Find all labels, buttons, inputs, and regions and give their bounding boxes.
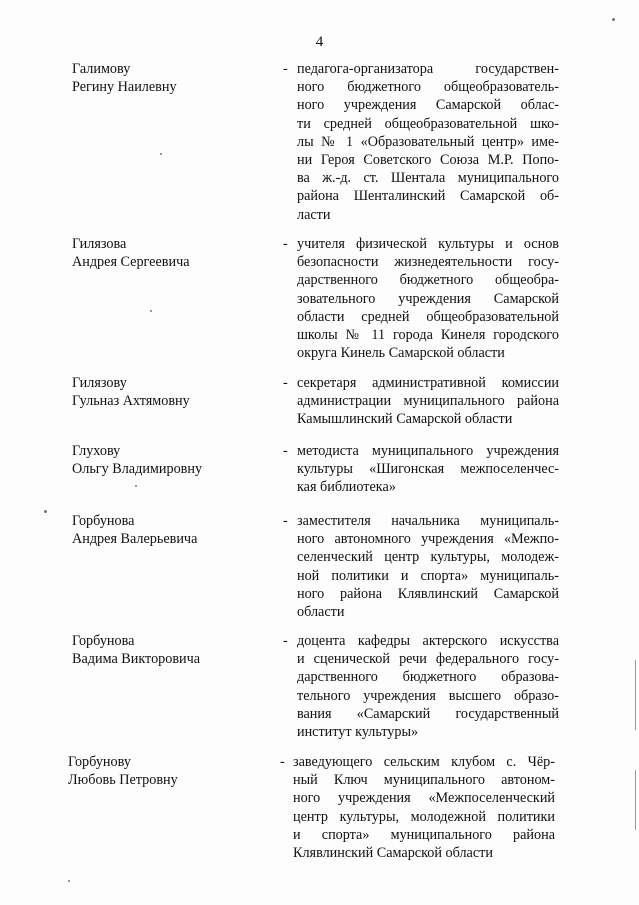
desc-line: области (297, 604, 345, 621)
given-names: Гульназ Ахтямовну (72, 393, 190, 410)
desc-line: области средней общеобразовательной (297, 308, 559, 325)
position-description (297, 374, 559, 429)
dash: - (283, 513, 288, 529)
scan-speck (44, 510, 47, 513)
position-description (297, 60, 559, 224)
given-names: Андрея Сергеевича (72, 254, 190, 271)
scan-speck (68, 880, 70, 882)
given-names: Ольгу Владимировну (72, 461, 203, 478)
scan-speck (135, 485, 137, 487)
given-names: Любовь Петровну (68, 772, 178, 789)
desc-line: дарственного бюджетного образова- (297, 669, 559, 686)
position-description (293, 753, 555, 862)
person-name (68, 753, 268, 789)
desc-line: района Шенталинский Самарской об- (297, 188, 559, 205)
dash: - (283, 61, 288, 77)
desc-line: ного района Клявлинский Самарской (297, 585, 559, 602)
desc-line: заместителя начальника муниципаль- (297, 513, 559, 529)
surname: Гилязова (72, 236, 127, 252)
desc-line: центр культуры, молодежной политики (293, 808, 555, 825)
scan-speck (160, 153, 162, 155)
desc-line: доцента кафедры актерского искусства (297, 633, 559, 649)
surname: Горбунова (72, 513, 135, 529)
desc-line: Клявлинский Самарской области (293, 845, 493, 862)
desc-line: учителя физической культуры и основ (297, 236, 559, 252)
scan-edge-line (635, 770, 636, 830)
dash: - (280, 754, 285, 770)
desc-line: кая библиотека» (297, 479, 396, 496)
person-name (72, 235, 272, 271)
desc-line: ного бюджетного общеобразователь- (297, 79, 559, 96)
desc-line: ва ж.-д. ст. Шентала муниципального (297, 170, 559, 187)
position-description (297, 632, 559, 741)
desc-line: культуры «Шигонская межпоселенчес- (297, 461, 559, 478)
scan-speck (612, 18, 615, 21)
desc-line: тельного учреждения высшего образо- (297, 687, 559, 704)
dash: - (283, 236, 288, 252)
desc-line: селенческий центр культуры, молодеж- (297, 549, 559, 566)
desc-line: институт культуры» (297, 724, 419, 741)
desc-line: и сценической речи федерального госу- (297, 651, 559, 668)
desc-line: администрации муниципального района (297, 393, 559, 410)
position-description (297, 512, 559, 621)
dash: - (283, 633, 288, 649)
given-names: Андрея Валерьевича (72, 531, 198, 548)
desc-line: ной политики и спорта» муниципаль- (297, 567, 559, 584)
dash: - (283, 375, 288, 391)
person-name (72, 60, 272, 96)
position-description (297, 235, 559, 362)
surname: Галимову (72, 61, 131, 77)
given-names: Вадима Викторовича (72, 651, 201, 668)
desc-line: методиста муниципального учреждения (297, 443, 559, 459)
desc-line: и спорта» муниципального района (293, 826, 555, 843)
desc-line: Камышлинский Самарской области (297, 411, 513, 428)
scan-speck (150, 310, 152, 312)
desc-line: ни Героя Советского Союза М.Р. Попо- (297, 152, 559, 169)
desc-line: заведующего сельским клубом с. Чёр- (293, 754, 555, 770)
desc-line: вания «Самарский государственный (297, 705, 559, 722)
desc-line: ного учреждения Самарской облас- (297, 97, 559, 114)
desc-line: зовательного учреждения Самарской (297, 290, 559, 307)
desc-line: секретаря административной комиссии (297, 375, 559, 391)
person-name (72, 374, 272, 410)
desc-line: лы № 1 «Образовательный центр» име- (297, 133, 559, 150)
scan-edge-line (635, 660, 636, 730)
desc-line: ласти (297, 206, 331, 223)
desc-line: округа Кинель Самарской области (297, 345, 505, 362)
desc-line: ного учреждения «Межпоселенческий (293, 790, 555, 807)
surname: Горбунову (68, 754, 131, 770)
given-names: Регину Наилевну (72, 79, 177, 96)
surname: Горбунова (72, 633, 135, 649)
position-description (297, 442, 559, 497)
desc-line: педагога-организатора государствен- (297, 61, 559, 77)
surname: Глухову (72, 443, 121, 459)
desc-line: безопасности жизнедеятельности госу- (297, 254, 559, 271)
desc-line: дарственного бюджетного общеобра- (297, 272, 559, 289)
person-name (72, 632, 272, 668)
dash: - (283, 443, 288, 459)
desc-line: ный Ключ муниципального автоном- (293, 772, 555, 789)
desc-line: ного автономного учреждения «Межпо- (297, 531, 559, 548)
person-name (72, 512, 272, 548)
desc-line: школы № 11 города Кинеля городского (297, 327, 559, 344)
surname: Гилязову (72, 375, 127, 391)
person-name (72, 442, 272, 478)
page-number: 4 (315, 34, 324, 50)
desc-line: ти средней общеобразовательной шко- (297, 115, 559, 132)
